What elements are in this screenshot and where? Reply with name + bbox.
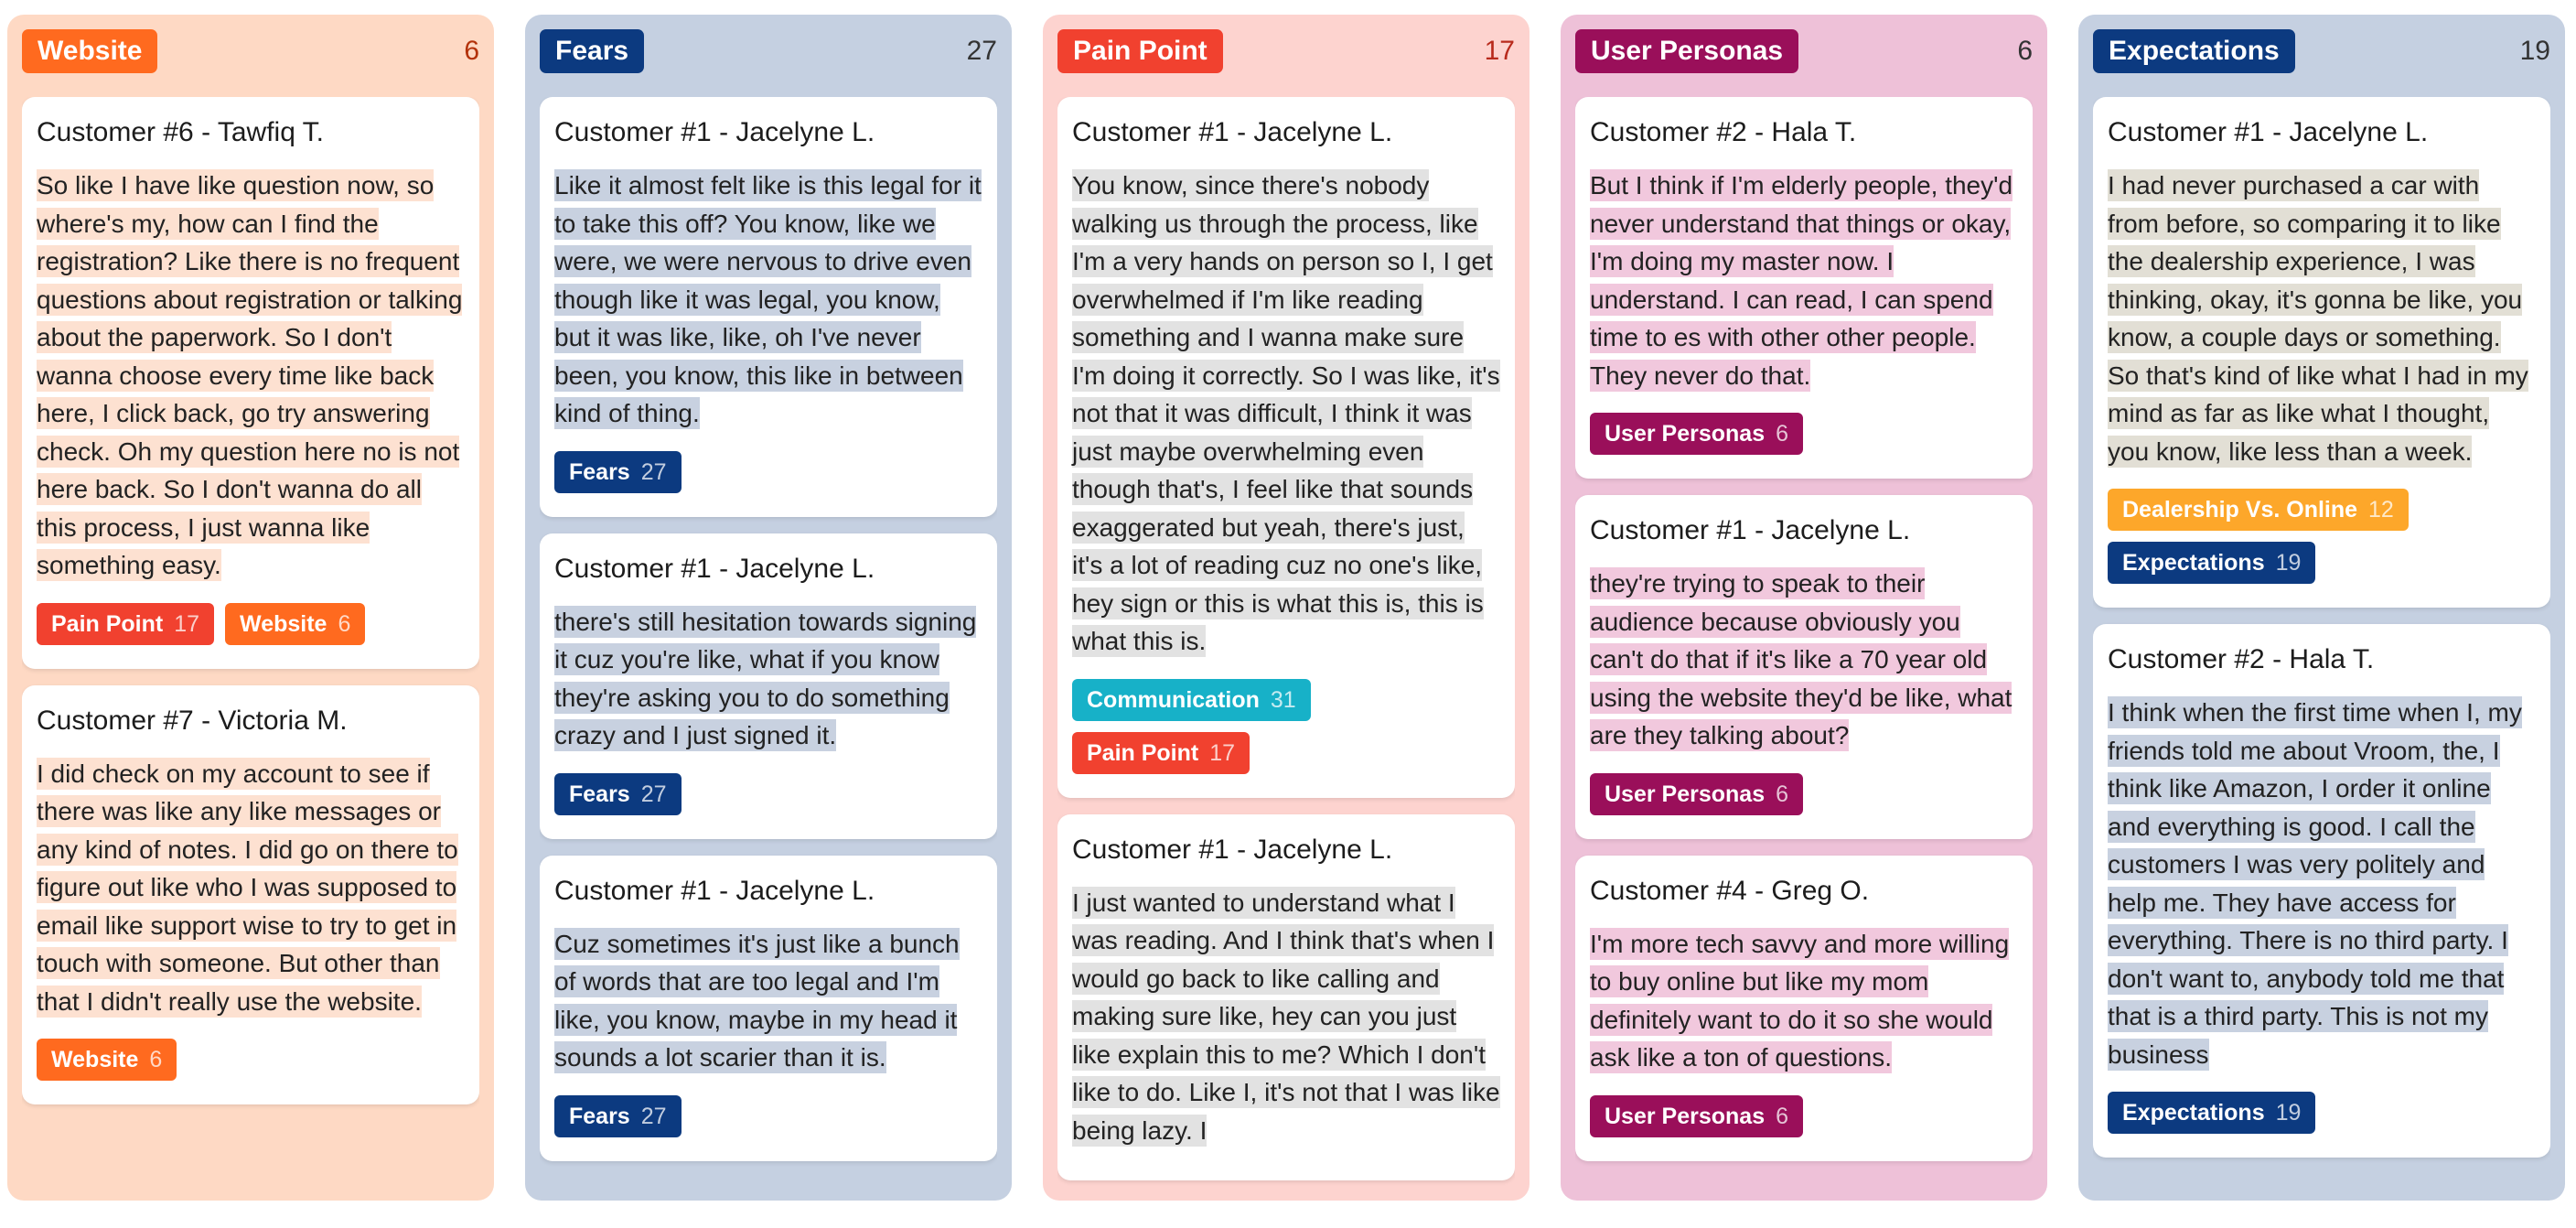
card-quote [1590, 565, 2018, 755]
tag-label: Fears [569, 781, 630, 807]
tag-count: 6 [1776, 421, 1789, 447]
insight-card[interactable] [1575, 97, 2033, 479]
tag-label: Website [240, 610, 327, 637]
quote-highlight: I just wanted to understand what I was reading. And I think that's when I would go back to like calling and making sure like, hey can you just like explain this to me? Which I don't like to do. Like I, it's not that I was like being lazy. I [1072, 888, 1500, 1145]
insight-card[interactable] [540, 533, 997, 839]
quote-highlight: I did check on my account to see if there was like any like messages or any kind of notes. I did go on there to figure out like who I was supposed to email like support wise to try to get in touch with someone. But other than that I didn't really use the website. [37, 759, 458, 1016]
tag-row [554, 768, 982, 821]
tag-label: Expectations [2122, 1100, 2265, 1126]
card-quote [554, 925, 982, 1077]
tag-row [1590, 1090, 2018, 1143]
tag-label: Dealership Vs. Online [2122, 497, 2358, 522]
card-list [1575, 97, 2033, 1201]
quote-highlight: I think when the first time when I, my friends told me about Vroom, the, I think like Amazon, I order it online and everything is good. I call the customers I was very politely and help me. They have access for everything. There is no third party. I don't want to, anybody told me that that is a third party. This is not my business [2108, 698, 2522, 1069]
column-count: 19 [2519, 36, 2550, 66]
tag-label: Pain Point [1087, 739, 1199, 766]
column-count: 6 [2017, 36, 2033, 66]
card-title: Customer #2 - Hala T. [2108, 644, 2375, 674]
card-title: Customer #1 - Jacelyne L. [554, 553, 875, 584]
tag-label: User Personas [1605, 1103, 1766, 1129]
card-title: Customer #1 - Jacelyne L. [1072, 834, 1393, 865]
column-header [2093, 29, 2550, 73]
card-title: Customer #2 - Hala T. [1590, 117, 1857, 147]
card-title: Customer #7 - Victoria M. [37, 705, 348, 736]
quote-highlight: they're trying to speak to their audience because obviously you can't do that if it's like a 70 year old using the website they'd be like, what are they talking about? [1590, 569, 2012, 749]
column-header [540, 29, 997, 73]
quote-highlight: But I think if I'm elderly people, they'd never understand that things or okay, I'm doing my master now. I understand. I can read, I can spend time to es with other other people. They never do that. [1590, 171, 2013, 390]
tag-expectations[interactable] [2108, 1092, 2315, 1134]
tag-row [2108, 483, 2536, 589]
tag-label: User Personas [1605, 421, 1766, 447]
quote-highlight: Cuz sometimes it's just like a bunch of words that are too legal and I'm like, you know, maybe in my head it sounds a lot scarier than it is. [554, 929, 960, 1072]
tag-count: 19 [2275, 1100, 2302, 1126]
tag-row [1072, 673, 1500, 780]
tag-count: 27 [640, 458, 667, 485]
tag-count: 17 [174, 610, 200, 637]
card-list [1057, 97, 1515, 1201]
column-header [1575, 29, 2033, 73]
card-title: Customer #1 - Jacelyne L. [554, 875, 875, 906]
card-quote [1072, 167, 1500, 661]
column-tag-website[interactable]: Website [22, 29, 157, 73]
card-quote [37, 167, 465, 585]
tag-fears[interactable] [554, 451, 682, 493]
column-fears [525, 15, 1012, 1201]
tag-label: Fears [569, 1103, 630, 1129]
tag-label: Pain Point [51, 610, 164, 637]
card-quote [554, 603, 982, 755]
tag-fears[interactable] [554, 1095, 682, 1137]
card-title: Customer #1 - Jacelyne L. [2108, 117, 2429, 147]
insight-card[interactable] [540, 97, 997, 517]
card-quote [1072, 884, 1500, 1150]
card-title: Customer #4 - Greg O. [1590, 875, 1870, 906]
tag-dealership-vs-online[interactable] [2108, 489, 2409, 531]
column-count: 27 [966, 36, 997, 66]
column-website [7, 15, 494, 1201]
tag-expectations[interactable] [2108, 542, 2315, 584]
tag-label: User Personas [1605, 781, 1766, 807]
tag-row [37, 598, 465, 651]
card-title: Customer #1 - Jacelyne L. [1072, 117, 1393, 147]
tag-count: 6 [1776, 781, 1789, 807]
tag-row [2108, 1086, 2536, 1139]
card-quote [554, 167, 982, 433]
column-header [1057, 29, 1515, 73]
tag-count: 17 [1209, 739, 1236, 766]
tag-row [1590, 407, 2018, 460]
card-quote [1590, 167, 2018, 394]
column-pain-point [1043, 15, 1530, 1201]
tag-count: 31 [1270, 686, 1296, 713]
tag-count: 27 [640, 1103, 667, 1129]
column-header [22, 29, 479, 73]
tag-user-personas[interactable] [1590, 413, 1803, 455]
insight-card[interactable] [1057, 97, 1515, 798]
tag-count: 27 [640, 781, 667, 807]
card-list [22, 97, 479, 1201]
tag-row [554, 446, 982, 499]
quote-highlight: So like I have like question now, so where's my, how can I find the registration? Like there is no frequent questions about registration or talking about the paperwork. So I don't wanna choose every time like back here, I click back, go try answering check. Oh my question here no is not here back. So I don't wanna do all this process, I just wanna like something easy. [37, 171, 463, 579]
tag-count: 6 [149, 1047, 163, 1072]
insight-card[interactable] [1057, 814, 1515, 1181]
column-tag-fears[interactable]: Fears [540, 29, 644, 73]
insight-card[interactable] [2093, 97, 2550, 608]
quote-highlight: I had never purchased a car with from before, so comparing it to like the dealership experience, I was thinking, okay, it's gonna be like, you know, a couple days or something. So that's kind of like what I had in my mind as far as like what I thought, you know, like less than a week. [2108, 171, 2528, 466]
card-list [2093, 97, 2550, 1201]
tag-pain-point[interactable] [1072, 732, 1250, 774]
column-count: 6 [464, 36, 479, 66]
tag-count: 6 [338, 610, 351, 637]
insight-card[interactable] [1575, 495, 2033, 839]
tag-pain-point[interactable] [37, 603, 214, 645]
tag-count: 6 [1776, 1103, 1789, 1129]
tag-row [37, 1033, 465, 1086]
card-quote [1590, 925, 2018, 1077]
card-quote [2108, 167, 2536, 470]
tag-website[interactable] [225, 603, 365, 645]
column-expectations [2078, 15, 2565, 1201]
column-count: 17 [1484, 36, 1515, 66]
card-quote [37, 755, 465, 1021]
tag-label: Expectations [2122, 550, 2265, 576]
tag-communication[interactable] [1072, 679, 1311, 721]
card-title: Customer #6 - Tawfiq T. [37, 117, 325, 147]
insight-card[interactable] [2093, 624, 2550, 1158]
quote-highlight: I'm more tech savvy and more willing to buy online but like my mom definitely want to do it so she would ask like a ton of questions. [1590, 929, 2010, 1072]
insight-card[interactable] [22, 97, 479, 669]
quote-highlight: You know, since there's nobody walking us through the process, like I'm a very hands on person so I, I get overwhelmed if I'm like reading something and I wanna make sure I'm doing it correctly. So I was like, it's not that it was difficult, I think it was just maybe overwhelming even though that's, I feel like that sounds exaggerated but yeah, there's just, it's a lot of reading cuz no one's like, hey sign or this is what this is, this is what this is. [1072, 171, 1500, 655]
quote-highlight: there's still hesitation towards signing it cuz you're like, what if you know they're asking you to do something crazy and I just signed it. [554, 607, 977, 749]
tag-label: Website [51, 1047, 139, 1072]
column-tag-user-personas[interactable]: User Personas [1575, 29, 1798, 73]
tag-count: 12 [2368, 497, 2394, 522]
column-user-personas [1561, 15, 2047, 1201]
tag-row [554, 1090, 982, 1143]
card-list [540, 97, 997, 1201]
tag-fears[interactable] [554, 773, 682, 815]
column-tag-pain-point[interactable]: Pain Point [1057, 29, 1223, 73]
tag-label: Communication [1087, 686, 1260, 713]
insight-card[interactable] [540, 856, 997, 1161]
tag-user-personas[interactable] [1590, 1095, 1803, 1137]
quote-highlight: Like it almost felt like is this legal for it to take this off? You know, like we were, we were nervous to drive even though like it was legal, you know, but it was like, like, oh I've never been, you know, this like in between kind of thing. [554, 171, 982, 427]
tag-count: 19 [2275, 550, 2302, 576]
card-title: Customer #1 - Jacelyne L. [1590, 515, 1911, 545]
card-quote [2108, 694, 2536, 1073]
tag-row [1590, 768, 2018, 821]
tag-label: Fears [569, 458, 630, 485]
card-title: Customer #1 - Jacelyne L. [554, 117, 875, 147]
tag-website[interactable] [37, 1039, 177, 1081]
tag-user-personas[interactable] [1590, 773, 1803, 815]
insight-card[interactable] [22, 685, 479, 1105]
column-tag-expectations[interactable]: Expectations [2093, 29, 2295, 73]
insight-card[interactable] [1575, 856, 2033, 1161]
